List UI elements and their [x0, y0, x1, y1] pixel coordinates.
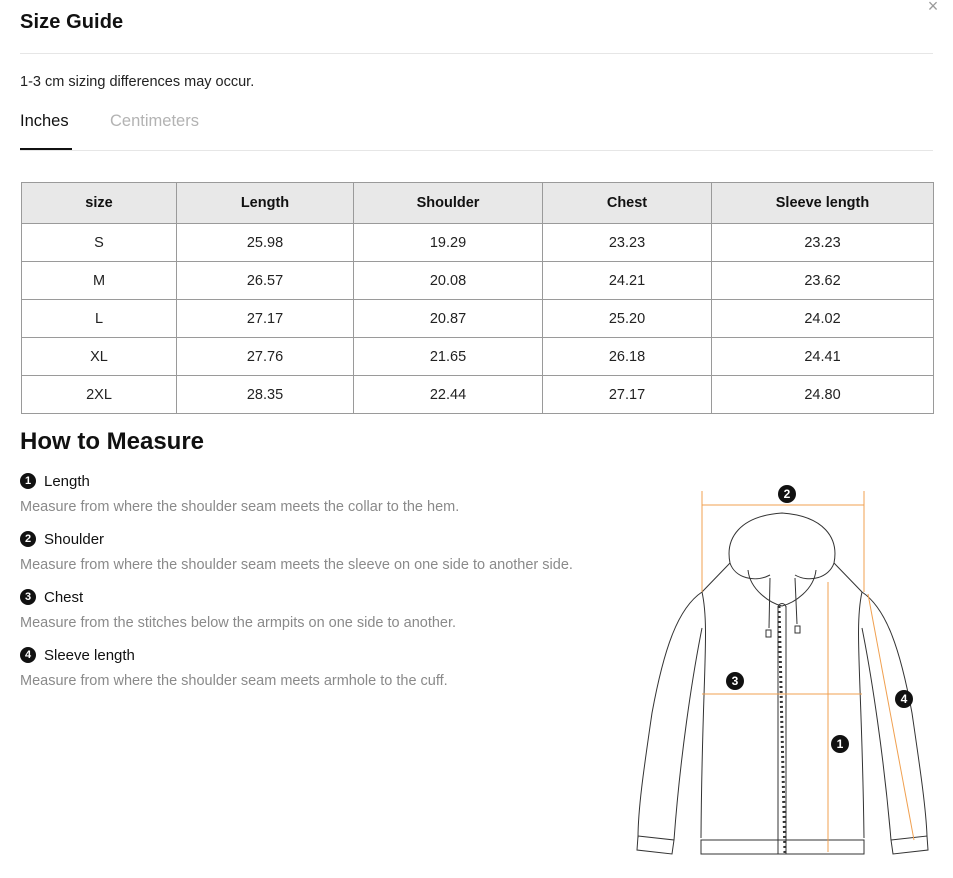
cell-chest: 23.23	[543, 224, 712, 262]
cell-size: L	[22, 300, 177, 338]
measure-label: Shoulder	[44, 530, 105, 548]
tab-inches[interactable]: Inches	[20, 112, 69, 130]
cell-sleeve-length: 23.23	[712, 224, 934, 262]
cell-shoulder: 20.08	[354, 262, 543, 300]
svg-text:3: 3	[731, 674, 739, 688]
cell-length: 27.76	[177, 338, 354, 376]
cell-chest: 27.17	[543, 376, 712, 414]
col-header-shoulder: Shoulder	[354, 183, 543, 224]
col-header-sleeve-length: Sleeve length	[712, 183, 934, 224]
measure-label: Chest	[44, 588, 84, 606]
cell-shoulder: 19.29	[354, 224, 543, 262]
close-button[interactable]: ×	[927, 0, 939, 16]
measure-label: Sleeve length	[44, 646, 135, 664]
measure-label: Length	[44, 472, 90, 490]
number-badge: 4	[20, 647, 36, 663]
col-header-length: Length	[177, 183, 354, 224]
cell-sleeve-length: 24.02	[712, 300, 934, 338]
measure-description: Measure from where the shoulder seam meets the sleeve on one side to another side.	[20, 557, 573, 573]
sizing-note: 1-3 cm sizing differences may occur.	[20, 74, 255, 90]
number-badge: 2	[20, 531, 36, 547]
cell-chest: 25.20	[543, 300, 712, 338]
cell-shoulder: 20.87	[354, 300, 543, 338]
col-header-size: size	[22, 183, 177, 224]
table-row	[22, 338, 934, 376]
size-table	[21, 182, 934, 414]
table-row	[22, 262, 934, 300]
modal-title: Size Guide	[20, 11, 124, 33]
cell-shoulder: 21.65	[354, 338, 543, 376]
cell-length: 28.35	[177, 376, 354, 414]
table-row	[22, 376, 934, 414]
how-to-measure-title: How to Measure	[20, 428, 205, 455]
marker-chest	[726, 672, 744, 690]
svg-text:4: 4	[900, 692, 908, 706]
marker-sleeve-length	[895, 690, 913, 708]
cell-sleeve-length: 23.62	[712, 262, 934, 300]
measure-item-chest	[20, 587, 456, 631]
table-header-row	[22, 183, 934, 224]
table-row	[22, 300, 934, 338]
hoodie-measure-diagram	[630, 478, 935, 858]
table-row	[22, 224, 934, 262]
cell-size: S	[22, 224, 177, 262]
measurement-guides	[702, 491, 914, 852]
header-divider	[20, 53, 933, 54]
measure-description: Measure from where the shoulder seam meets armhole to the cuff.	[20, 673, 448, 689]
cell-shoulder: 22.44	[354, 376, 543, 414]
cell-size: XL	[22, 338, 177, 376]
cell-length: 26.57	[177, 262, 354, 300]
tabs-divider	[20, 150, 933, 151]
cell-chest: 24.21	[543, 262, 712, 300]
marker-shoulder	[778, 485, 796, 503]
measure-description: Measure from where the shoulder seam meets the collar to the hem.	[20, 499, 460, 515]
cell-size: M	[22, 262, 177, 300]
measure-item-length	[20, 471, 459, 515]
tab-centimeters[interactable]: Centimeters	[110, 112, 199, 130]
number-badge: 3	[20, 589, 36, 605]
unit-tabs	[20, 112, 933, 152]
measure-description: Measure from the stitches below the armpits on one side to another.	[20, 615, 457, 631]
cell-sleeve-length: 24.80	[712, 376, 934, 414]
number-badge: 1	[20, 473, 36, 489]
cell-length: 25.98	[177, 224, 354, 262]
measure-item-shoulder	[20, 529, 573, 573]
cell-chest: 26.18	[543, 338, 712, 376]
cell-length: 27.17	[177, 300, 354, 338]
marker-length	[831, 735, 849, 753]
svg-text:1: 1	[836, 737, 844, 751]
col-header-chest: Chest	[543, 183, 712, 224]
cell-sleeve-length: 24.41	[712, 338, 934, 376]
measure-item-sleeve-length	[20, 645, 448, 689]
cell-size: 2XL	[22, 376, 177, 414]
svg-text:2: 2	[783, 487, 791, 501]
